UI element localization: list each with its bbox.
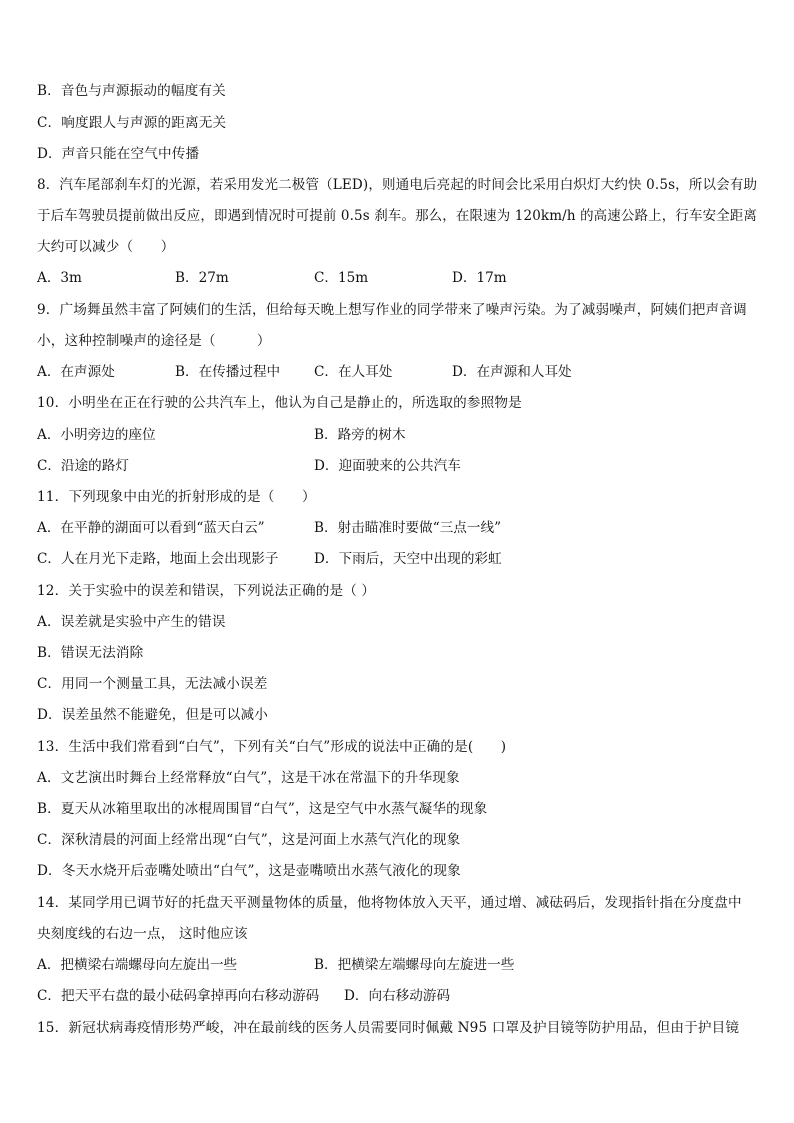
q14-option-b: B．把横梁左端螺母向左旋进一些 (314, 957, 515, 973)
q10-option-d: D．迎面驶来的公共汽车 (314, 458, 461, 474)
q9-option-a: A．在声源处 (37, 364, 115, 380)
q12-stem: 12．关于实验中的误差和错误，下列说法正确的是（ ） (37, 583, 376, 599)
q9-option-c: C．在人耳处 (314, 364, 393, 380)
q14-stem-line-2: 央刻度线的右边一点， 这时他应该 (37, 926, 248, 942)
q10-option-b: B．路旁的树木 (314, 427, 406, 443)
q8-stem-line-3: 大约可以减少（ ） (37, 239, 175, 255)
q9-option-b: B．在传播过程中 (175, 364, 281, 380)
q8-stem-line-1: 8．汽车尾部刹车灯的光源，若采用发光二极管（LED)，则通电后亮起的时间会比采用白炽灯大约快 0.5s，所以会有助 (37, 177, 758, 193)
q12-option-d: D．误差虽然不能避免，但是可以减小 (37, 707, 268, 723)
q11-option-b: B．射击瞄准时要做“三点一线” (314, 520, 502, 536)
q11-option-d: D．下雨后，天空中出现的彩虹 (314, 551, 502, 567)
q13-stem: 13．生活中我们常看到“白气”，下列有关“白气”形成的说法中正确的是( ) (37, 739, 507, 755)
q7-option-b: B．音色与声源振动的幅度有关 (37, 83, 226, 99)
q8-option-a: A．3m (37, 270, 82, 286)
q8-option-c: C．15m (314, 270, 369, 286)
q9-stem-line-1: 9．广场舞虽然丰富了阿姨们的生活，但给每天晚上想写作业的同学带来了噪声污染。为了减弱噪声，阿姨们把声音调 (37, 302, 747, 318)
q8-option-d: D．17m (452, 270, 507, 286)
q11-option-c: C．人在月光下走路，地面上会出现影子 (37, 551, 279, 567)
q8-stem-line-2: 于后车驾驶员提前做出反应，即遇到情况时可提前 0.5s 刹车。那么，在限速为 120km/h 的高速公路上，行车安全距离 (37, 208, 758, 224)
q11-stem: 11．下列现象中由光的折射形成的是（ ） (37, 489, 316, 505)
q13-option-b: B．夏天从冰箱里取出的冰棍周围冒“白气”，这是空气中水蒸气凝华的现象 (37, 801, 488, 817)
q13-option-a: A．文艺演出时舞台上经常释放“白气”，这是干冰在常温下的升华现象 (37, 770, 460, 786)
q9-stem-line-2: 小，这种控制噪声的途径是（ ） (37, 333, 271, 349)
q14-stem-line-1: 14．某同学用已调节好的托盘天平测量物体的质量，他将物体放入天平，通过增、减砝码后，发现指针指在分度盘中 (37, 895, 742, 911)
q12-option-c: C．用同一个测量工具，无法减小误差 (37, 676, 268, 692)
q12-option-b: B．错误无法消除 (37, 645, 144, 661)
q10-stem: 10．小明坐在正在行驶的公共汽车上，他认为自己是静止的，所选取的参照物是 (37, 395, 522, 411)
q14-option-d: D．向右移动游码 (344, 988, 451, 1004)
q15-stem-line-1: 15．新冠状病毒疫情形势严峻，冲在最前线的医务人员需要同时佩戴 N95 口罩及护目镜等防护用品，但由于护目镜 (37, 1020, 740, 1036)
q7-option-c: C．响度跟人与声源的距离无关 (37, 115, 227, 131)
q10-option-a: A．小明旁边的座位 (37, 427, 156, 443)
q14-option-a: A．把横梁右端螺母向左旋出一些 (37, 957, 238, 973)
q13-option-c: C．深秋清晨的河面上经常出现“白气”，这是河面上水蒸气汽化的现象 (37, 832, 461, 848)
q9-option-d: D．在声源和人耳处 (452, 364, 572, 380)
q10-option-c: C．沿途的路灯 (37, 458, 129, 474)
q13-option-d: D．冬天水烧开后壶嘴处喷出“白气”，这是壶嘴喷出水蒸气液化的现象 (37, 863, 461, 879)
q7-option-d: D．声音只能在空气中传播 (37, 146, 200, 162)
q11-option-a: A．在平静的湖面可以看到“蓝天白云” (37, 520, 265, 536)
q14-option-c: C．把天平右盘的最小砝码拿掉再向右移动游码 (37, 988, 320, 1004)
q8-option-b: B．27m (175, 270, 229, 286)
q12-option-a: A．误差就是实验中产生的错误 (37, 614, 226, 630)
